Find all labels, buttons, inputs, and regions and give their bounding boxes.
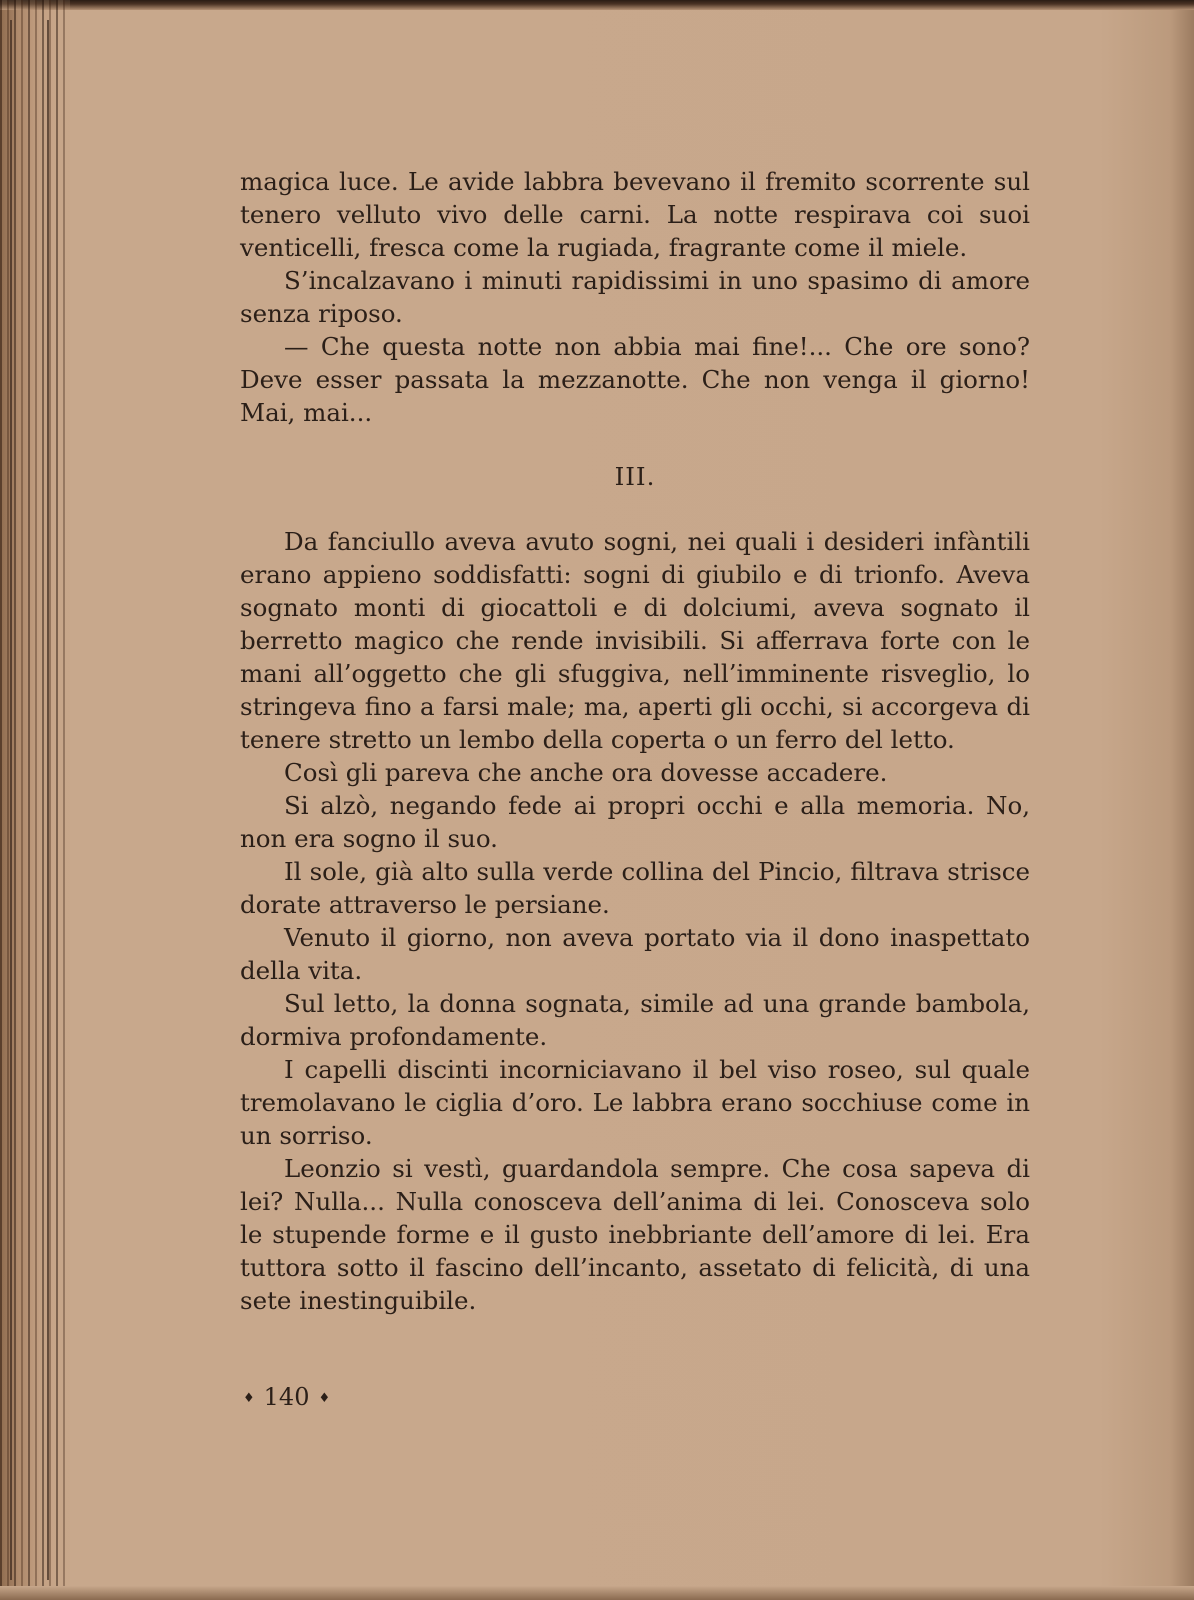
page-folio	[243, 1382, 330, 1414]
binding-line	[10, 20, 12, 1580]
page-text	[240, 165, 1030, 1317]
paragraph: S’incalzavano i minuti rapidissimi in uno spasimo di amore senza riposo.	[240, 266, 1030, 328]
page-bottom-edge	[0, 1586, 1194, 1600]
binding-line	[47, 20, 49, 1580]
paragraph: Così gli pareva che anche ora dovesse accadere.	[284, 758, 888, 787]
section-heading: III.	[614, 462, 656, 491]
paragraph: Leonzio si vestì, guardandola sempre. Che cosa sapeva di lei? Nulla... Nulla conosceva dell’anima di lei. Conosceva solo le stupende forme e il gusto inebbriante dell’amore di lei. Era tuttora sotto il fascino dell’incanto, assetato di felicità, di una sete inestinguibile.	[240, 1154, 1030, 1315]
page-number: 140	[263, 1383, 310, 1411]
paragraph: I capelli discinti incorniciavano il bel viso roseo, sul quale tremolavano le ciglia d’oro. Le labbra erano socchiuse come in un sorriso.	[240, 1055, 1030, 1150]
paragraph: Il sole, già alto sulla verde collina del Pincio, filtrava strisce dorate attraverso le persiane.	[240, 857, 1030, 919]
page-top-edge	[0, 0, 1194, 10]
diamond-ornament-icon: ♦	[243, 1390, 255, 1406]
diamond-ornament-icon: ♦	[318, 1390, 331, 1406]
paragraph: magica luce. Le avide labbra bevevano il fremito scorrente sul tenero velluto vivo delle carni. La notte respirava coi suoi venticelli, fresca come la rugiada, fragrante come il miele.	[240, 167, 1030, 262]
paragraph: Da fanciullo aveva avuto sogni, nei quali i desideri infàntili erano appieno soddisfatti: sogni di giubilo e di trionfo. Aveva sognato monti di giocattoli e di dolciumi, aveva sognato il berretto magico che rende invisibili. Si afferrava forte con le mani all’oggetto che gli sfuggiva, nell’imminente risveglio, lo stringeva fino a farsi male; ma, aperti gli occhi, si accorgeva di tenere stretto un lembo della coperta o un ferro del letto.	[240, 527, 1030, 754]
paragraph: Sul letto, la donna sognata, simile ad una grande bambola, dormiva profondamente.	[240, 989, 1030, 1051]
paragraph: Venuto il giorno, non aveva portato via il dono inaspettato della vita.	[240, 923, 1030, 985]
paragraph: — Che questa notte non abbia mai fine!... Che ore sono? Deve esser passata la mezzanotte. Che non venga il giorno! Mai, mai...	[240, 332, 1030, 427]
paragraph: Si alzò, negando fede ai propri occhi e alla memoria. No, non era sogno il suo.	[240, 791, 1030, 853]
